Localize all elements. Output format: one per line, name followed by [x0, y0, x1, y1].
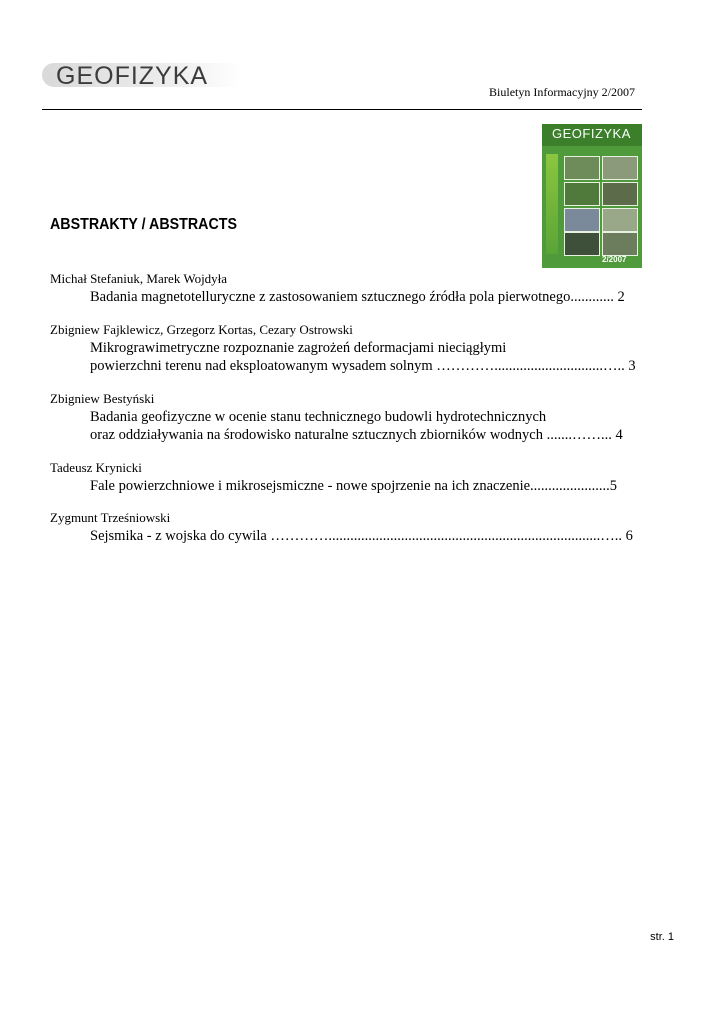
entry-authors: Michał Stefaniuk, Marek Wojdyła — [50, 271, 228, 286]
entry-title: Badania geofizyczne w ocenie stanu technicznego budowli hydrotechnicznych — [90, 409, 547, 425]
entry-title: Sejsmika - z wojska do cywila …………...........................................................................….. 6 — [90, 528, 633, 544]
entry-title: Fale powierzchniowe i mikrosejsmiczne - nowe spojrzenie na ich znaczenie......................5 — [90, 478, 618, 494]
cover-thumbnail — [542, 124, 642, 268]
cover-photo — [602, 156, 638, 180]
cover-photo — [564, 208, 600, 232]
header-divider — [42, 109, 642, 110]
entry-authors: Zygmunt Trześniowski — [50, 510, 171, 525]
page-number: str. 1 — [650, 931, 674, 943]
toc-entry — [50, 459, 662, 495]
entry-title: powierzchni terenu nad eksploatowanym wysadem solnym …………..............................….. 3 — [90, 358, 636, 374]
entry-authors: Tadeusz Krynicki — [50, 460, 142, 475]
entry-title: Badania magnetotelluryczne z zastosowaniem sztucznego źródła pola pierwotnego............ 2 — [90, 289, 625, 305]
cover-photo — [602, 232, 638, 256]
cover-side-strip — [546, 154, 558, 254]
cover-photo — [602, 208, 638, 232]
cover-issue: 2/2007 — [602, 255, 627, 264]
toc-entry — [50, 509, 662, 545]
cover-photo — [564, 232, 600, 256]
section-title: ABSTRAKTY / ABSTRACTS — [50, 216, 237, 233]
cover-photo — [564, 156, 600, 180]
entry-title: Mikrograwimetryczne rozpoznanie zagrożeń deformacjami nieciągłymi — [90, 340, 507, 356]
cover-photo — [602, 182, 638, 206]
toc-entry — [50, 321, 662, 375]
entry-authors: Zbigniew Bestyński — [50, 391, 155, 406]
logo-text: GEOFIZYKA — [56, 62, 209, 90]
toc-entry — [50, 270, 662, 306]
cover-title: GEOFIZYKA — [552, 126, 631, 141]
entry-title: oraz oddziaływania na środowisko naturalne sztucznych zbiorników wodnych .......……... 4 — [90, 427, 623, 443]
bulletin-subtitle: Biuletyn Informacyjny 2/2007 — [489, 85, 635, 99]
cover-photo — [564, 182, 600, 206]
toc-entry — [50, 390, 662, 444]
entry-authors: Zbigniew Fajklewicz, Grzegorz Kortas, Cezary Ostrowski — [50, 322, 353, 337]
geofizyka-logo — [42, 60, 242, 92]
